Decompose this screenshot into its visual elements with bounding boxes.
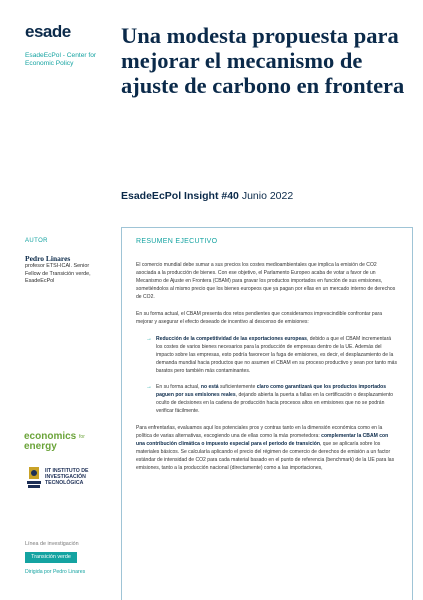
series-name: EsadeEcPol Insight #40 (121, 190, 239, 202)
iit-name: IIT INSTITUTO DE INVESTIGACIÓN TECNOLÓGICA (45, 468, 89, 487)
p3-text-b: , que se aplicaría sobre los materiales básicos. Se calcularía aplicando el precio del régimen de comercio de derechos de emisión a un factor estándar de intensidad de CO2 para cada material basado en el punto de referencia (benchmark) de la UE para las emisiones, tanto a la producción nacional (directamente) como a las importaciones, (136, 441, 395, 471)
research-line-badge[interactable]: Transición verde (25, 552, 77, 563)
economics-for-energy-logo (24, 432, 85, 452)
executive-summary (121, 227, 413, 600)
author-name: Pedro Linares (25, 254, 71, 263)
summary-title: RESUMEN EJECUTIVO (136, 238, 218, 245)
research-line-label: Línea de investigación (25, 541, 79, 547)
esade-logo: esade (25, 22, 71, 41)
bullet-1-text: , debido a que el CBAM incrementará los costes de varios bienes necesarios para la producción de empresas dentro de la UE. Además del impacto sobre las empresas, esto podría favorecer la fuga de emisiones, es decir, el desplazamiento de la demanda mundial hacia productos que no asumen el CBAM en su proceso productivo y sean por tanto más baratos pero también más contaminantes. (156, 336, 397, 374)
sidebar (0, 0, 103, 600)
list-item (146, 335, 398, 375)
center-name: EsadeEcPol - Center for Economic Policy (25, 52, 97, 67)
bullet-2-text-a: En su forma actual, (156, 384, 201, 390)
series-line (121, 190, 293, 202)
directed-by: Dirigida por Pedro Linares (25, 569, 86, 575)
p3-text-a: Para enfrentarlas, evaluamos aquí los potenciales pros y contras tanto en la dimensión económica como en la política de varias alternativas, escogiendo una de ellas como la más prometedora: (136, 425, 383, 439)
summary-paragraph-1: El comercio mundial debe sumar a sus precios los costes medioambientales que implica la emisión de CO2 asociada a la producción de bienes. Con ese objetivo, el Parlamento Europeo acaba de votar a favor de un Mecanismo de Ajuste en Frontera (CBAM) para gravar los productos importados en función de sus emisiones, sometiéndolos al mismo precio que los bienes europeos que ya pagan por ellas en un mercado interno de derechos de CO2. (136, 262, 396, 300)
author-description: profesor ETSI-ICAI. Senior Fellow de Transición verde, EsadeEcPol (25, 263, 91, 285)
p3-bold: complementar la CBAM con una contribución climática o impuesto especial para el periodo de transición (136, 433, 389, 447)
bullet-1-bold: Reducción de la competitividad de las exportaciones europeas (156, 336, 307, 342)
bullet-2-text-c: , dejando abierta la puerta a fallas en la certificación o desplazamiento oculto de decisiones en la cadena de producción hacia procesos altos en emisiones que no se podrán verificar fácilmente. (156, 392, 394, 414)
partner-logo-part2: energy (24, 441, 57, 452)
summary-paragraph-2: En su forma actual, el CBAM presenta dos retos pendientes que consideramos imprescindible confrontar para mejorar y asegurar el efecto deseado de incentivo al descenso de emisiones: (136, 311, 383, 325)
summary-paragraph-3 (136, 424, 398, 472)
partner-logo-for: for (79, 434, 85, 440)
bullet-2-bold-2: claro como garantizará que los productos importados paguen por sus emisiones reales (156, 384, 386, 398)
iit-logo (27, 466, 103, 492)
page-title: Una modesta propuesta para mejorar el mecanismo de ajuste de carbono en frontera (121, 23, 405, 98)
publication-date: Junio 2022 (241, 190, 294, 202)
partner-logo-part1: economics (24, 431, 77, 442)
comillas-crest-icon (27, 466, 41, 490)
bullet-2-bold-1: no está (200, 384, 219, 390)
bullet-2-text-b: suficientemente (218, 384, 257, 390)
author-label: AUTOR (25, 238, 48, 244)
challenges-list (146, 335, 398, 415)
list-item (146, 383, 398, 415)
